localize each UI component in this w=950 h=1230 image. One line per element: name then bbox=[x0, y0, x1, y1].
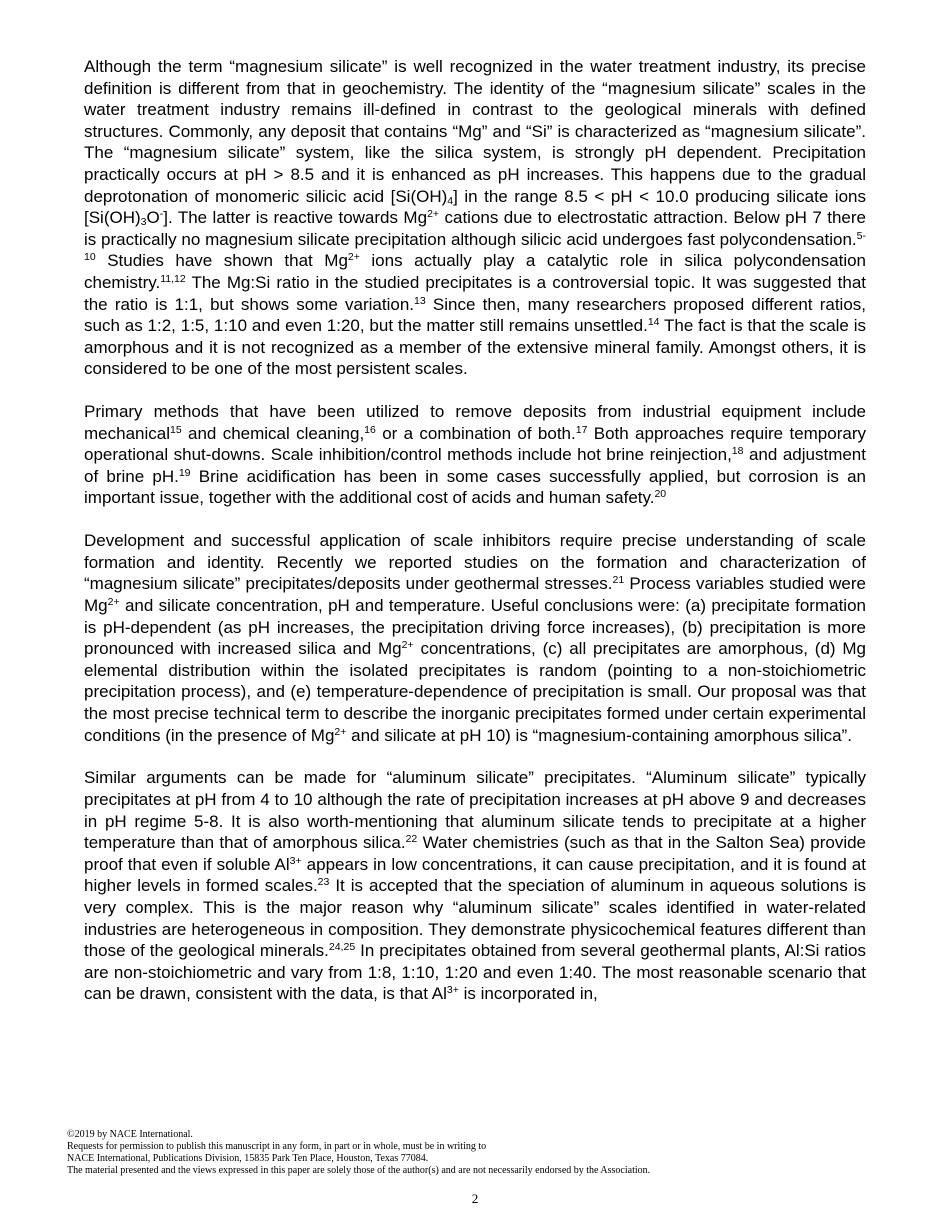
superscript: 15 bbox=[170, 423, 182, 436]
text-run: Process variables studied were Mg bbox=[84, 574, 866, 616]
superscript: 2+ bbox=[347, 251, 360, 264]
text-run: Water chemistries (such as that in the Salton Sea) provide proof that even if soluble Al bbox=[84, 833, 867, 874]
text-run: In precipitates obtained from several geothermal plants, Al:Si ratios are non-stoichiometric and vary from 1:8, 1:10, 1:20 and even 1:40. The most reasonable scenario that can be drawn, consistent with the data, is that Al bbox=[84, 941, 867, 1004]
text-run: Studies have shown that Mg bbox=[95, 251, 348, 271]
text-run: ] in the range 8.5 < pH < 10.0 producing silicate ions [Si(OH) bbox=[84, 186, 866, 228]
paragraph-aluminum-silicate bbox=[84, 767, 866, 1005]
text-run: cations due to electrostatic attraction. Below pH 7 there is practically no magnesium silicate precipitation although silicic acid undergoes fast polycondensation. bbox=[84, 208, 866, 249]
superscript: 14 bbox=[647, 316, 660, 329]
text-run: The Mg:Si ratio in the studied precipitates is a controversial topic. It was suggested that the ratio is 1:1, but shows some variation. bbox=[84, 272, 866, 314]
subscript: 3 bbox=[140, 216, 147, 229]
subscript: 4 bbox=[447, 194, 454, 207]
text-run: Development and successful application of scale inhibitors require precise understanding of scale formation and identity. Recently we reported studies on the formation and characterization of “magnesium silicate” precipitates/deposits under geothermal stresses. bbox=[84, 531, 866, 594]
superscript: 21 bbox=[612, 574, 625, 587]
superscript: 13 bbox=[414, 294, 426, 307]
footer-address: NACE International, Publications Division, 15835 Park Ten Place, Houston, Texas 77084. bbox=[67, 1153, 429, 1164]
superscript: 2+ bbox=[107, 596, 120, 609]
text-run: Both approaches require temporary operational shut-downs. Scale inhibition/control methods include hot brine reinjection, bbox=[84, 423, 866, 465]
text-run: concentrations, (c) all precipitates are amorphous, (d) Mg elemental distribution within the isolated precipitates is random (pointing to a non-stoichiometric precipitation process), and (e) temperature-dependence of precipitation is small. Our proposal was that the most precise technical term to describe the inorganic precipitates formed under certain experimental conditions (in the presence of Mg bbox=[84, 639, 867, 745]
text-run: and chemical cleaning, bbox=[181, 423, 365, 443]
footer-copyright: ©2019 by NACE International. bbox=[67, 1129, 193, 1140]
footer-disclaimer: The material presented and the views expressed in this paper are solely those of the author(s) and are not necessarily endorsed by the Association. bbox=[67, 1165, 651, 1176]
text-run: Since then, many researchers proposed different ratios, such as 1:2, 1:5, 1:10 and even 1:20, but the matter still remains unsettled. bbox=[84, 294, 867, 336]
page-number: 2 bbox=[471, 1191, 479, 1206]
superscript: 3+ bbox=[289, 854, 302, 867]
superscript: 19 bbox=[178, 466, 191, 479]
superscript: 23 bbox=[317, 876, 330, 889]
paragraph-magnesium-silicate bbox=[84, 56, 866, 380]
page-body bbox=[84, 56, 866, 1026]
superscript: 20 bbox=[654, 488, 667, 501]
text-run: O bbox=[146, 208, 160, 228]
text-run: ]. The latter is reactive towards Mg bbox=[163, 208, 428, 228]
text-run: and silicate at pH 10) is “magnesium-containing amorphous silica”. bbox=[346, 725, 852, 745]
paragraph-scale-inhibitors bbox=[84, 530, 866, 746]
superscript: - bbox=[159, 208, 164, 221]
text-run: appears in low concentrations, it can cause precipitation, and it is found at higher levels in formed scales. bbox=[84, 854, 866, 896]
text-run: or a combination of both. bbox=[375, 423, 576, 443]
text-run: and silicate concentration, pH and temperature. Useful conclusions were: (a) precipitate formation is pH-dependent (as pH increases, the precipitation driving force increases), (b) precipitation is more pronounced with increased silica and Mg bbox=[84, 596, 866, 659]
text-run: It is accepted that the speciation of aluminum in aqueous solutions is very complex. This is the major reason why “aluminum silicate” scales identified in water-related industries are heterogeneous in composition. They demonstrate physicochemical features different than those of the geological minerals. bbox=[84, 876, 866, 961]
superscript: 2+ bbox=[401, 639, 414, 652]
text-run: Although the term “magnesium silicate” is well recognized in the water treatment industry, its precise definition is different from that in geochemistry. The identity of the “magnesium silicate” scales in the water treatment industry remains ill-defined in contrast to the geological minerals with defined structures. Commonly, any deposit that contains “Mg” and “Si” is characterized as “magnesium silicate”. The “magnesium silicate” system, like the silica system, is strongly pH dependent. Precipitation practically occurs at pH > 8.5 and it is enhanced as pH increases. This happens due to the gradual deprotonation of monomeric silicic acid [Si(OH) bbox=[84, 57, 866, 206]
text-run: Similar arguments can be made for “aluminum silicate” precipitates. “Aluminum silicate” typically precipitates at pH from 4 to 10 although the rate of precipitation increases at pH above 9 and decreases in pH regime 5-8. It is also worth-mentioning that aluminum silicate tends to precipitate at a higher temperature than that of amorphous silica. bbox=[84, 768, 866, 853]
text-run: The fact is that the scale is amorphous and it is not recognized as a member of the extensive mineral family. Amongst others, it is considered to be one of the most persistent scales. bbox=[84, 316, 866, 379]
superscript: 3+ bbox=[446, 984, 459, 997]
footer bbox=[67, 1129, 887, 1177]
superscript: 16 bbox=[364, 423, 376, 436]
superscript: 2+ bbox=[334, 725, 347, 738]
footer-permission: Requests for permission to publish this manuscript in any form, in part or in whole, must be in writing to bbox=[67, 1141, 487, 1152]
paragraph-removal-methods bbox=[84, 401, 866, 509]
text-run: ions actually play a catalytic role in silica polycondensation chemistry. bbox=[84, 251, 867, 292]
superscript: 11,12 bbox=[160, 272, 186, 285]
superscript: 24,25 bbox=[328, 941, 356, 954]
superscript: 18 bbox=[731, 445, 744, 458]
superscript: 2+ bbox=[427, 208, 440, 221]
text-run: is incorporated in, bbox=[458, 984, 598, 1004]
superscript: 5-10 bbox=[84, 229, 866, 264]
text-run: Brine acidification has been in some cases successfully applied, but corrosion is an important issue, together with the additional cost of acids and human safety. bbox=[84, 466, 866, 508]
text-run: and adjustment of brine pH. bbox=[84, 445, 866, 486]
superscript: 17 bbox=[575, 423, 588, 436]
superscript: 22 bbox=[405, 833, 418, 846]
text-run: Primary methods that have been utilized to remove deposits from industrial equipment include mechanical bbox=[84, 402, 866, 443]
